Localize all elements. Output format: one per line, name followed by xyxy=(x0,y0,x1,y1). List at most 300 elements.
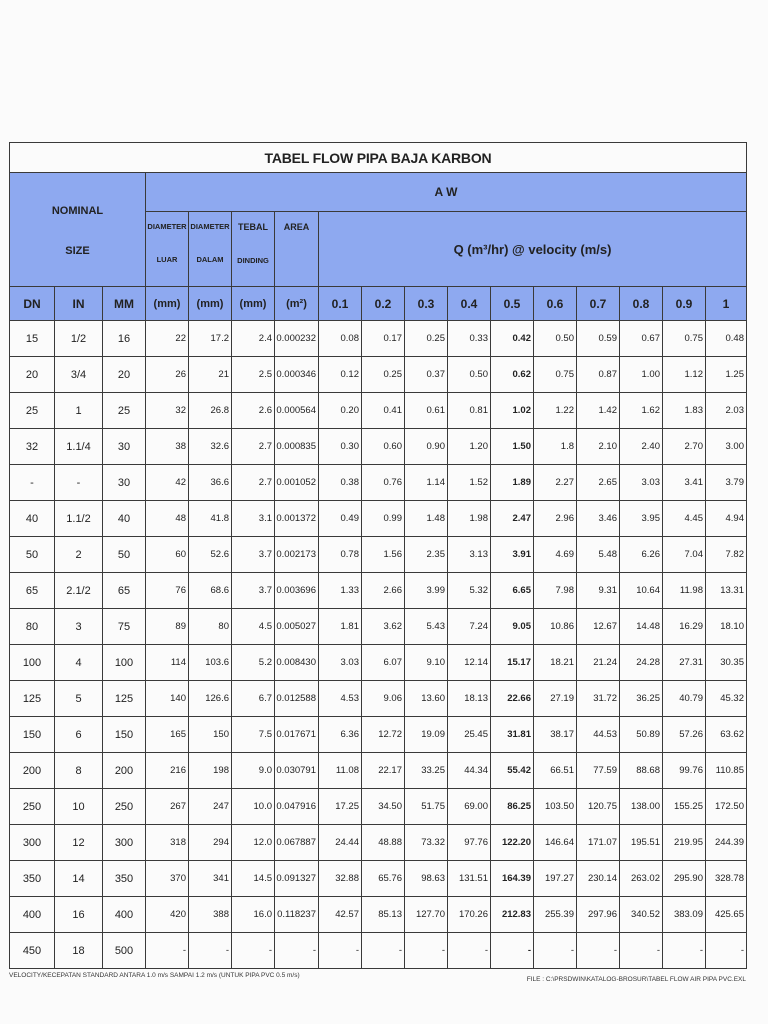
od-cell: 216 xyxy=(146,753,189,789)
flow-cell: 244.39 xyxy=(706,825,747,861)
area-cell: 0.000835 xyxy=(275,429,319,465)
dn-cell: 400 xyxy=(10,897,55,933)
wall-cell: 5.2 xyxy=(232,645,275,681)
table-row xyxy=(10,465,747,501)
dn-cell: 450 xyxy=(10,933,55,969)
flow-cell: 1.89 xyxy=(491,465,534,501)
in-cell: 1.1/2 xyxy=(55,501,103,537)
flow-cell: 2.96 xyxy=(534,501,577,537)
flow-cell: 13.31 xyxy=(706,573,747,609)
flow-cell: 255.39 xyxy=(534,897,577,933)
table-row xyxy=(10,897,747,933)
flow-cell: 0.30 xyxy=(319,429,362,465)
flow-cell: - xyxy=(491,933,534,969)
mm-cell: 20 xyxy=(103,357,146,393)
flow-cell: 9.10 xyxy=(405,645,448,681)
flow-cell: 0.61 xyxy=(405,393,448,429)
wall-cell: 2.7 xyxy=(232,465,275,501)
mm-cell: 16 xyxy=(103,321,146,357)
in-cell: 2.1/2 xyxy=(55,573,103,609)
flow-cell: 24.28 xyxy=(620,645,663,681)
flow-cell: - xyxy=(577,933,620,969)
flow-cell: 2.70 xyxy=(663,429,706,465)
flow-cell: 6.65 xyxy=(491,573,534,609)
flow-cell: 0.81 xyxy=(448,393,491,429)
id-cell: 80 xyxy=(189,609,232,645)
flow-cell: 0.59 xyxy=(577,321,620,357)
area-cell: 0.012588 xyxy=(275,681,319,717)
mm-cell: 30 xyxy=(103,465,146,501)
in-cell: 16 xyxy=(55,897,103,933)
flow-cell: 4.94 xyxy=(706,501,747,537)
table-row xyxy=(10,645,747,681)
wall-cell: 2.4 xyxy=(232,321,275,357)
id-cell: 36.6 xyxy=(189,465,232,501)
od-cell: - xyxy=(146,933,189,969)
flow-cell: 197.27 xyxy=(534,861,577,897)
flow-cell: 0.37 xyxy=(405,357,448,393)
in-cell: 3/4 xyxy=(55,357,103,393)
flow-cell: 2.66 xyxy=(362,573,405,609)
flow-cell: 11.98 xyxy=(663,573,706,609)
flow-cell: 32.88 xyxy=(319,861,362,897)
flow-cell: 18.10 xyxy=(706,609,747,645)
dn-cell: 65 xyxy=(10,573,55,609)
dn-cell: 125 xyxy=(10,681,55,717)
in-cell: 14 xyxy=(55,861,103,897)
od-cell: 48 xyxy=(146,501,189,537)
flow-cell: 0.17 xyxy=(362,321,405,357)
flow-cell: 110.85 xyxy=(706,753,747,789)
velocity-header: 0.5 xyxy=(491,287,534,321)
flow-cell: 30.35 xyxy=(706,645,747,681)
dn-cell: 200 xyxy=(10,753,55,789)
flow-cell: 103.50 xyxy=(534,789,577,825)
flow-cell: 9.31 xyxy=(577,573,620,609)
flow-cell: 2.35 xyxy=(405,537,448,573)
flow-cell: 0.90 xyxy=(405,429,448,465)
flow-cell: 69.00 xyxy=(448,789,491,825)
id-cell: 68.6 xyxy=(189,573,232,609)
flow-cell: 13.60 xyxy=(405,681,448,717)
flow-cell: 1.83 xyxy=(663,393,706,429)
diameter-luar-header: DIAMETER LUAR xyxy=(146,212,189,287)
flow-cell: 3.62 xyxy=(362,609,405,645)
id-cell: 41.8 xyxy=(189,501,232,537)
dn-cell: 15 xyxy=(10,321,55,357)
in-cell: 3 xyxy=(55,609,103,645)
wall-cell: 2.5 xyxy=(232,357,275,393)
wall-cell: 14.5 xyxy=(232,861,275,897)
mm-cell: 50 xyxy=(103,537,146,573)
in-cell: 4 xyxy=(55,645,103,681)
flow-cell: 51.75 xyxy=(405,789,448,825)
area-cell: 0.000346 xyxy=(275,357,319,393)
flow-cell: 1.48 xyxy=(405,501,448,537)
id-cell: 26.8 xyxy=(189,393,232,429)
wall-cell: 7.5 xyxy=(232,717,275,753)
flow-cell: 0.41 xyxy=(362,393,405,429)
flow-cell: 5.43 xyxy=(405,609,448,645)
flow-cell: 1.14 xyxy=(405,465,448,501)
area-header: AREA xyxy=(275,212,319,287)
flow-cell: 25.45 xyxy=(448,717,491,753)
flow-cell: 2.10 xyxy=(577,429,620,465)
area-cell: 0.001052 xyxy=(275,465,319,501)
dn-cell: 40 xyxy=(10,501,55,537)
area-cell: 0.030791 xyxy=(275,753,319,789)
flow-cell: 99.76 xyxy=(663,753,706,789)
flow-cell: 3.03 xyxy=(620,465,663,501)
flow-cell: - xyxy=(663,933,706,969)
id-cell: 52.6 xyxy=(189,537,232,573)
table-row xyxy=(10,393,747,429)
table-row xyxy=(10,537,747,573)
area-cell: 0.005027 xyxy=(275,609,319,645)
flow-cell: 1.02 xyxy=(491,393,534,429)
flow-cell: 1.12 xyxy=(663,357,706,393)
mm-cell: 350 xyxy=(103,861,146,897)
id-cell: 150 xyxy=(189,717,232,753)
flow-cell: 425.65 xyxy=(706,897,747,933)
flow-cell: 0.60 xyxy=(362,429,405,465)
wall-cell: 2.6 xyxy=(232,393,275,429)
flow-table xyxy=(9,142,747,969)
velocity-note: VELOCITY/KECEPATAN STANDARD ANTARA 1.0 m/s SAMPAI 1.2 m/s (UNTUK PIPA PVC 0.5 m/s) xyxy=(9,972,300,979)
flow-cell: 146.64 xyxy=(534,825,577,861)
flow-cell: 1.00 xyxy=(620,357,663,393)
area-cell: 0.091327 xyxy=(275,861,319,897)
in-cell: 8 xyxy=(55,753,103,789)
flow-cell: 5.32 xyxy=(448,573,491,609)
area-cell: - xyxy=(275,933,319,969)
flow-cell: 3.03 xyxy=(319,645,362,681)
flow-cell: 0.49 xyxy=(319,501,362,537)
flow-cell: 340.52 xyxy=(620,897,663,933)
flow-cell: 36.25 xyxy=(620,681,663,717)
wall-cell: 6.7 xyxy=(232,681,275,717)
tebal-dinding-header: TEBAL DINDING xyxy=(232,212,275,287)
flow-cell: 3.41 xyxy=(663,465,706,501)
flow-cell: 85.13 xyxy=(362,897,405,933)
nominal-label: NOMINAL xyxy=(51,204,104,217)
q-velocity-header: Q (m³/hr) @ velocity (m/s) xyxy=(319,212,747,287)
table-row xyxy=(10,501,747,537)
flow-cell: - xyxy=(319,933,362,969)
nominal-size-header xyxy=(10,173,146,287)
flow-cell: 2.65 xyxy=(577,465,620,501)
table-row xyxy=(10,609,747,645)
flow-cell: 4.69 xyxy=(534,537,577,573)
flow-cell: 55.42 xyxy=(491,753,534,789)
in-cell: 1 xyxy=(55,393,103,429)
flow-cell: 195.51 xyxy=(620,825,663,861)
od-cell: 318 xyxy=(146,825,189,861)
dn-cell: 150 xyxy=(10,717,55,753)
flow-cell: 295.90 xyxy=(663,861,706,897)
flow-cell: 1.42 xyxy=(577,393,620,429)
flow-cell: 65.76 xyxy=(362,861,405,897)
table-row xyxy=(10,573,747,609)
flow-cell: 5.48 xyxy=(577,537,620,573)
flow-cell: 1.98 xyxy=(448,501,491,537)
flow-cell: 0.48 xyxy=(706,321,747,357)
flow-cell: 45.32 xyxy=(706,681,747,717)
file-path-note: FILE : C:\PRSDWIN\KATALOG-BROSUR\TABEL FLOW AIR PIPA PVC.EXL xyxy=(526,976,746,983)
flow-cell: 0.38 xyxy=(319,465,362,501)
flow-cell: 16.29 xyxy=(663,609,706,645)
flow-cell: 127.70 xyxy=(405,897,448,933)
in-cell: - xyxy=(55,465,103,501)
flow-cell: 7.04 xyxy=(663,537,706,573)
flow-cell: 22.17 xyxy=(362,753,405,789)
area-cell: 0.002173 xyxy=(275,537,319,573)
flow-cell: 3.95 xyxy=(620,501,663,537)
area-unit: (m²) xyxy=(275,287,319,321)
flow-cell: 3.91 xyxy=(491,537,534,573)
flow-cell: - xyxy=(405,933,448,969)
area-cell: 0.000232 xyxy=(275,321,319,357)
od-cell: 370 xyxy=(146,861,189,897)
flow-cell: 0.50 xyxy=(448,357,491,393)
dn-header: DN xyxy=(10,287,55,321)
flow-cell: 164.39 xyxy=(491,861,534,897)
wall-unit: (mm) xyxy=(232,287,275,321)
flow-cell: 6.07 xyxy=(362,645,405,681)
flow-cell: 44.53 xyxy=(577,717,620,753)
flow-cell: - xyxy=(620,933,663,969)
area-cell: 0.047916 xyxy=(275,789,319,825)
id-cell: 198 xyxy=(189,753,232,789)
table-row xyxy=(10,717,747,753)
flow-cell: 34.50 xyxy=(362,789,405,825)
area-cell: 0.118237 xyxy=(275,897,319,933)
od-cell: 32 xyxy=(146,393,189,429)
flow-cell: 3.13 xyxy=(448,537,491,573)
velocity-header: 0.1 xyxy=(319,287,362,321)
area-cell: 0.000564 xyxy=(275,393,319,429)
flow-cell: 77.59 xyxy=(577,753,620,789)
od-cell: 38 xyxy=(146,429,189,465)
flow-cell: 88.68 xyxy=(620,753,663,789)
velocity-header: 0.3 xyxy=(405,287,448,321)
aw-header: A W xyxy=(146,173,747,212)
in-cell: 10 xyxy=(55,789,103,825)
mm-cell: 25 xyxy=(103,393,146,429)
table-row xyxy=(10,933,747,969)
flow-cell: 2.40 xyxy=(620,429,663,465)
id-cell: 126.6 xyxy=(189,681,232,717)
mm-cell: 100 xyxy=(103,645,146,681)
id-cell: 294 xyxy=(189,825,232,861)
velocity-header: 0.6 xyxy=(534,287,577,321)
mm-cell: 40 xyxy=(103,501,146,537)
wall-cell: 2.7 xyxy=(232,429,275,465)
flow-cell: 131.51 xyxy=(448,861,491,897)
id-cell: 247 xyxy=(189,789,232,825)
dn-cell: 80 xyxy=(10,609,55,645)
flow-cell: 297.96 xyxy=(577,897,620,933)
id-cell: 32.6 xyxy=(189,429,232,465)
dn-cell: 20 xyxy=(10,357,55,393)
flow-cell: 155.25 xyxy=(663,789,706,825)
flow-cell: 27.19 xyxy=(534,681,577,717)
dn-cell: 350 xyxy=(10,861,55,897)
flow-cell: 12.67 xyxy=(577,609,620,645)
table-row xyxy=(10,357,747,393)
flow-cell: 0.33 xyxy=(448,321,491,357)
flow-cell: 0.67 xyxy=(620,321,663,357)
flow-cell: 7.98 xyxy=(534,573,577,609)
mm-cell: 65 xyxy=(103,573,146,609)
dn-cell: 32 xyxy=(10,429,55,465)
id-cell: 103.6 xyxy=(189,645,232,681)
mm-cell: 125 xyxy=(103,681,146,717)
flow-cell: 3.99 xyxy=(405,573,448,609)
flow-cell: 73.32 xyxy=(405,825,448,861)
flow-cell: 4.45 xyxy=(663,501,706,537)
velocity-header: 0.9 xyxy=(663,287,706,321)
od-cell: 267 xyxy=(146,789,189,825)
in-cell: 5 xyxy=(55,681,103,717)
in-header: IN xyxy=(55,287,103,321)
flow-cell: 122.20 xyxy=(491,825,534,861)
flow-cell: - xyxy=(534,933,577,969)
flow-cell: 12.14 xyxy=(448,645,491,681)
flow-cell: 27.31 xyxy=(663,645,706,681)
flow-cell: 98.63 xyxy=(405,861,448,897)
flow-cell: 10.64 xyxy=(620,573,663,609)
flow-cell: 7.82 xyxy=(706,537,747,573)
od-cell: 76 xyxy=(146,573,189,609)
dn-cell: - xyxy=(10,465,55,501)
table-row xyxy=(10,429,747,465)
flow-cell: 230.14 xyxy=(577,861,620,897)
velocity-header: 1 xyxy=(706,287,747,321)
flow-cell: 0.08 xyxy=(319,321,362,357)
flow-cell: 0.50 xyxy=(534,321,577,357)
flow-cell: 38.17 xyxy=(534,717,577,753)
dn-cell: 25 xyxy=(10,393,55,429)
flow-cell: 1.8 xyxy=(534,429,577,465)
flow-cell: 0.42 xyxy=(491,321,534,357)
id-unit: (mm) xyxy=(189,287,232,321)
mm-cell: 400 xyxy=(103,897,146,933)
od-cell: 420 xyxy=(146,897,189,933)
in-cell: 12 xyxy=(55,825,103,861)
flow-cell: 138.00 xyxy=(620,789,663,825)
table-row xyxy=(10,789,747,825)
flow-cell: 48.88 xyxy=(362,825,405,861)
flow-cell: 19.09 xyxy=(405,717,448,753)
velocity-header: 0.4 xyxy=(448,287,491,321)
flow-cell: 40.79 xyxy=(663,681,706,717)
mm-cell: 200 xyxy=(103,753,146,789)
flow-cell: 33.25 xyxy=(405,753,448,789)
flow-cell: 1.56 xyxy=(362,537,405,573)
flow-cell: 212.83 xyxy=(491,897,534,933)
flow-cell: 57.26 xyxy=(663,717,706,753)
table-row xyxy=(10,681,747,717)
od-cell: 26 xyxy=(146,357,189,393)
flow-cell: 6.26 xyxy=(620,537,663,573)
flow-cell: 63.62 xyxy=(706,717,747,753)
flow-cell: 21.24 xyxy=(577,645,620,681)
wall-cell: 10.0 xyxy=(232,789,275,825)
table-row xyxy=(10,825,747,861)
dn-cell: 100 xyxy=(10,645,55,681)
in-cell: 1.1/4 xyxy=(55,429,103,465)
mm-cell: 300 xyxy=(103,825,146,861)
flow-cell: 0.75 xyxy=(534,357,577,393)
area-cell: 0.067887 xyxy=(275,825,319,861)
flow-cell: 0.99 xyxy=(362,501,405,537)
flow-cell: 2.03 xyxy=(706,393,747,429)
flow-cell: 7.24 xyxy=(448,609,491,645)
wall-cell: 3.1 xyxy=(232,501,275,537)
od-cell: 89 xyxy=(146,609,189,645)
flow-cell: 11.08 xyxy=(319,753,362,789)
id-cell: 388 xyxy=(189,897,232,933)
mm-header: MM xyxy=(103,287,146,321)
flow-cell: 1.52 xyxy=(448,465,491,501)
table-title: TABEL FLOW PIPA BAJA KARBON xyxy=(10,143,747,173)
wall-cell: 9.0 xyxy=(232,753,275,789)
mm-cell: 150 xyxy=(103,717,146,753)
dn-cell: 50 xyxy=(10,537,55,573)
table-row xyxy=(10,321,747,357)
flow-cell: 1.81 xyxy=(319,609,362,645)
flow-cell: 170.26 xyxy=(448,897,491,933)
flow-cell: 3.79 xyxy=(706,465,747,501)
flow-cell: 1.33 xyxy=(319,573,362,609)
flow-cell: 97.76 xyxy=(448,825,491,861)
flow-cell: 1.20 xyxy=(448,429,491,465)
flow-cell: 17.25 xyxy=(319,789,362,825)
flow-cell: 15.17 xyxy=(491,645,534,681)
table-row xyxy=(10,861,747,897)
flow-cell: 14.48 xyxy=(620,609,663,645)
flow-cell: 0.25 xyxy=(405,321,448,357)
mm-cell: 250 xyxy=(103,789,146,825)
velocity-header: 0.8 xyxy=(620,287,663,321)
od-cell: 60 xyxy=(146,537,189,573)
flow-cell: 0.78 xyxy=(319,537,362,573)
wall-cell: 16.0 xyxy=(232,897,275,933)
od-cell: 22 xyxy=(146,321,189,357)
od-cell: 114 xyxy=(146,645,189,681)
flow-cell: 24.44 xyxy=(319,825,362,861)
flow-cell: 86.25 xyxy=(491,789,534,825)
flow-cell: 0.76 xyxy=(362,465,405,501)
od-unit: (mm) xyxy=(146,287,189,321)
flow-cell: 6.36 xyxy=(319,717,362,753)
flow-cell: 12.72 xyxy=(362,717,405,753)
id-cell: 17.2 xyxy=(189,321,232,357)
id-cell: - xyxy=(189,933,232,969)
flow-cell: 50.89 xyxy=(620,717,663,753)
flow-cell: 22.66 xyxy=(491,681,534,717)
flow-cell: 66.51 xyxy=(534,753,577,789)
flow-cell: 383.09 xyxy=(663,897,706,933)
velocity-header: 0.7 xyxy=(577,287,620,321)
flow-cell: 219.95 xyxy=(663,825,706,861)
id-cell: 21 xyxy=(189,357,232,393)
in-cell: 6 xyxy=(55,717,103,753)
flow-cell: 0.20 xyxy=(319,393,362,429)
flow-cell: 31.81 xyxy=(491,717,534,753)
flow-cell: 0.25 xyxy=(362,357,405,393)
